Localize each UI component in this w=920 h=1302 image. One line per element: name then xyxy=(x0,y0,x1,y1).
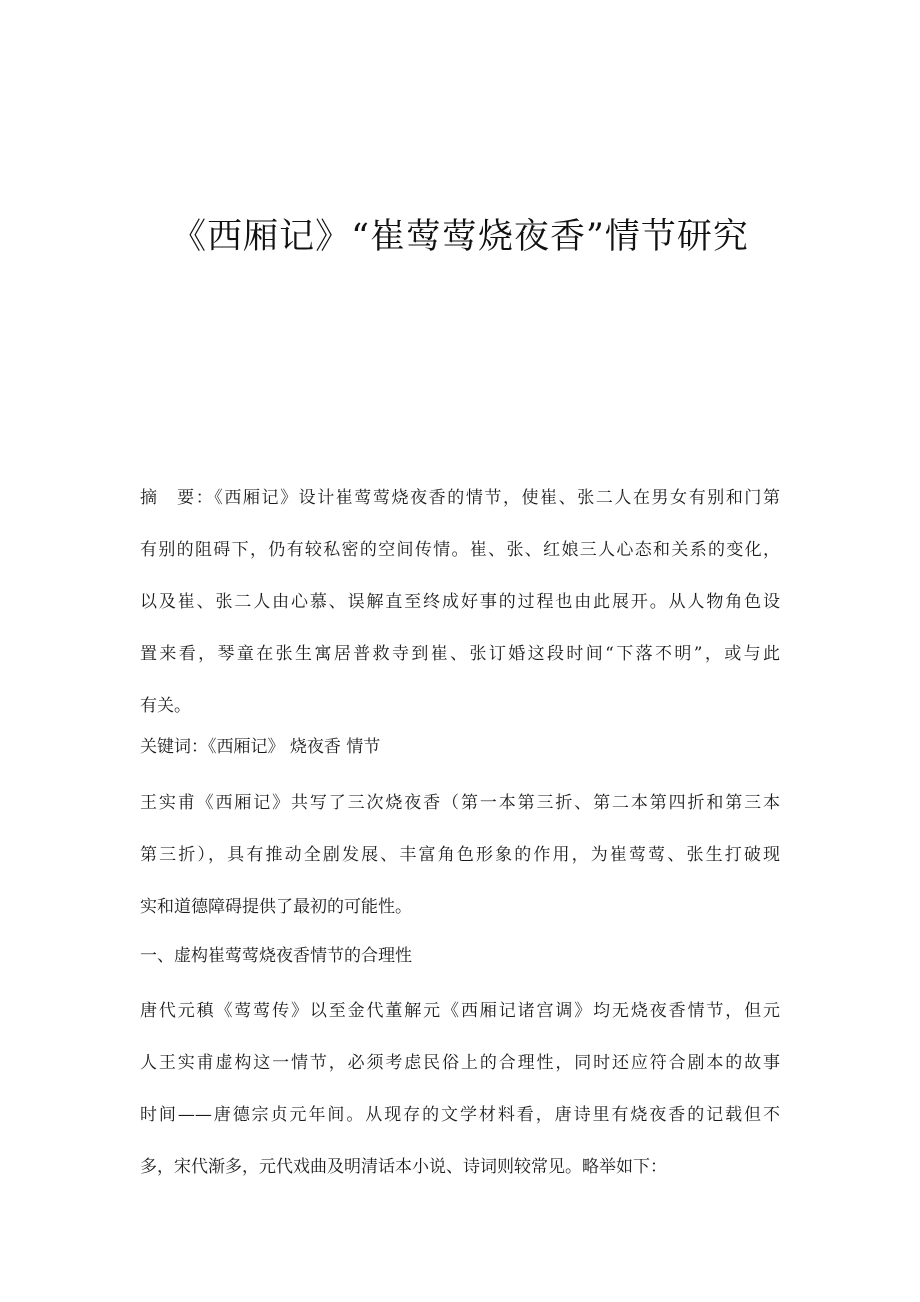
section1-line: 唐代元稹《莺莺传》以至金代董解元《西厢记诸宫调》均无烧夜香情节，但元 xyxy=(140,1001,780,1021)
abstract-line: 有别的阻碍下，仍有较私密的空间传情。崔、张、红娘三人心态和关系的变化， xyxy=(140,540,780,560)
keywords-line: 关键词：《西厢记》 烧夜香 情节 xyxy=(140,737,381,757)
document-title: 《西厢记》“崔莺莺烧夜香”情节研究 xyxy=(171,217,749,257)
section1-line: 时间——唐德宗贞元年间。从现存的文学材料看，唐诗里有烧夜香的记载但不 xyxy=(140,1105,780,1125)
intro-line: 第三折），具有推动全剧发展、丰富角色形象的作用，为崔莺莺、张生打破现 xyxy=(140,845,780,865)
section1-paragraph xyxy=(140,985,780,1193)
section-heading: 一、虚构崔莺莺烧夜香情节的合理性 xyxy=(140,946,412,966)
section1-line: 多，宋代渐多，元代戏曲及明清话本小说、诗词则较常见。略举如下： xyxy=(140,1157,667,1177)
abstract-paragraph xyxy=(140,472,780,732)
section1-line: 人王实甫虚构这一情节，必须考虑民俗上的合理性，同时还应符合剧本的故事 xyxy=(140,1053,780,1073)
abstract-line: 摘 要：《西厢记》设计崔莺莺烧夜香的情节，使崔、张二人在男女有别和门第 xyxy=(140,488,780,508)
abstract-line: 有关。 xyxy=(140,696,191,716)
intro-line: 王实甫《西厢记》共写了三次烧夜香（第一本第三折、第二本第四折和第三本 xyxy=(140,793,780,813)
abstract-line: 以及崔、张二人由心慕、误解直至终成好事的过程也由此展开。从人物角色设 xyxy=(140,592,780,612)
intro-line: 实和道德障碍提供了最初的可能性。 xyxy=(140,897,412,917)
intro-paragraph xyxy=(140,777,780,933)
abstract-line: 置来看，琴童在张生寓居普救寺到崔、张订婚这段时间“下落不明”，或与此 xyxy=(140,644,780,664)
